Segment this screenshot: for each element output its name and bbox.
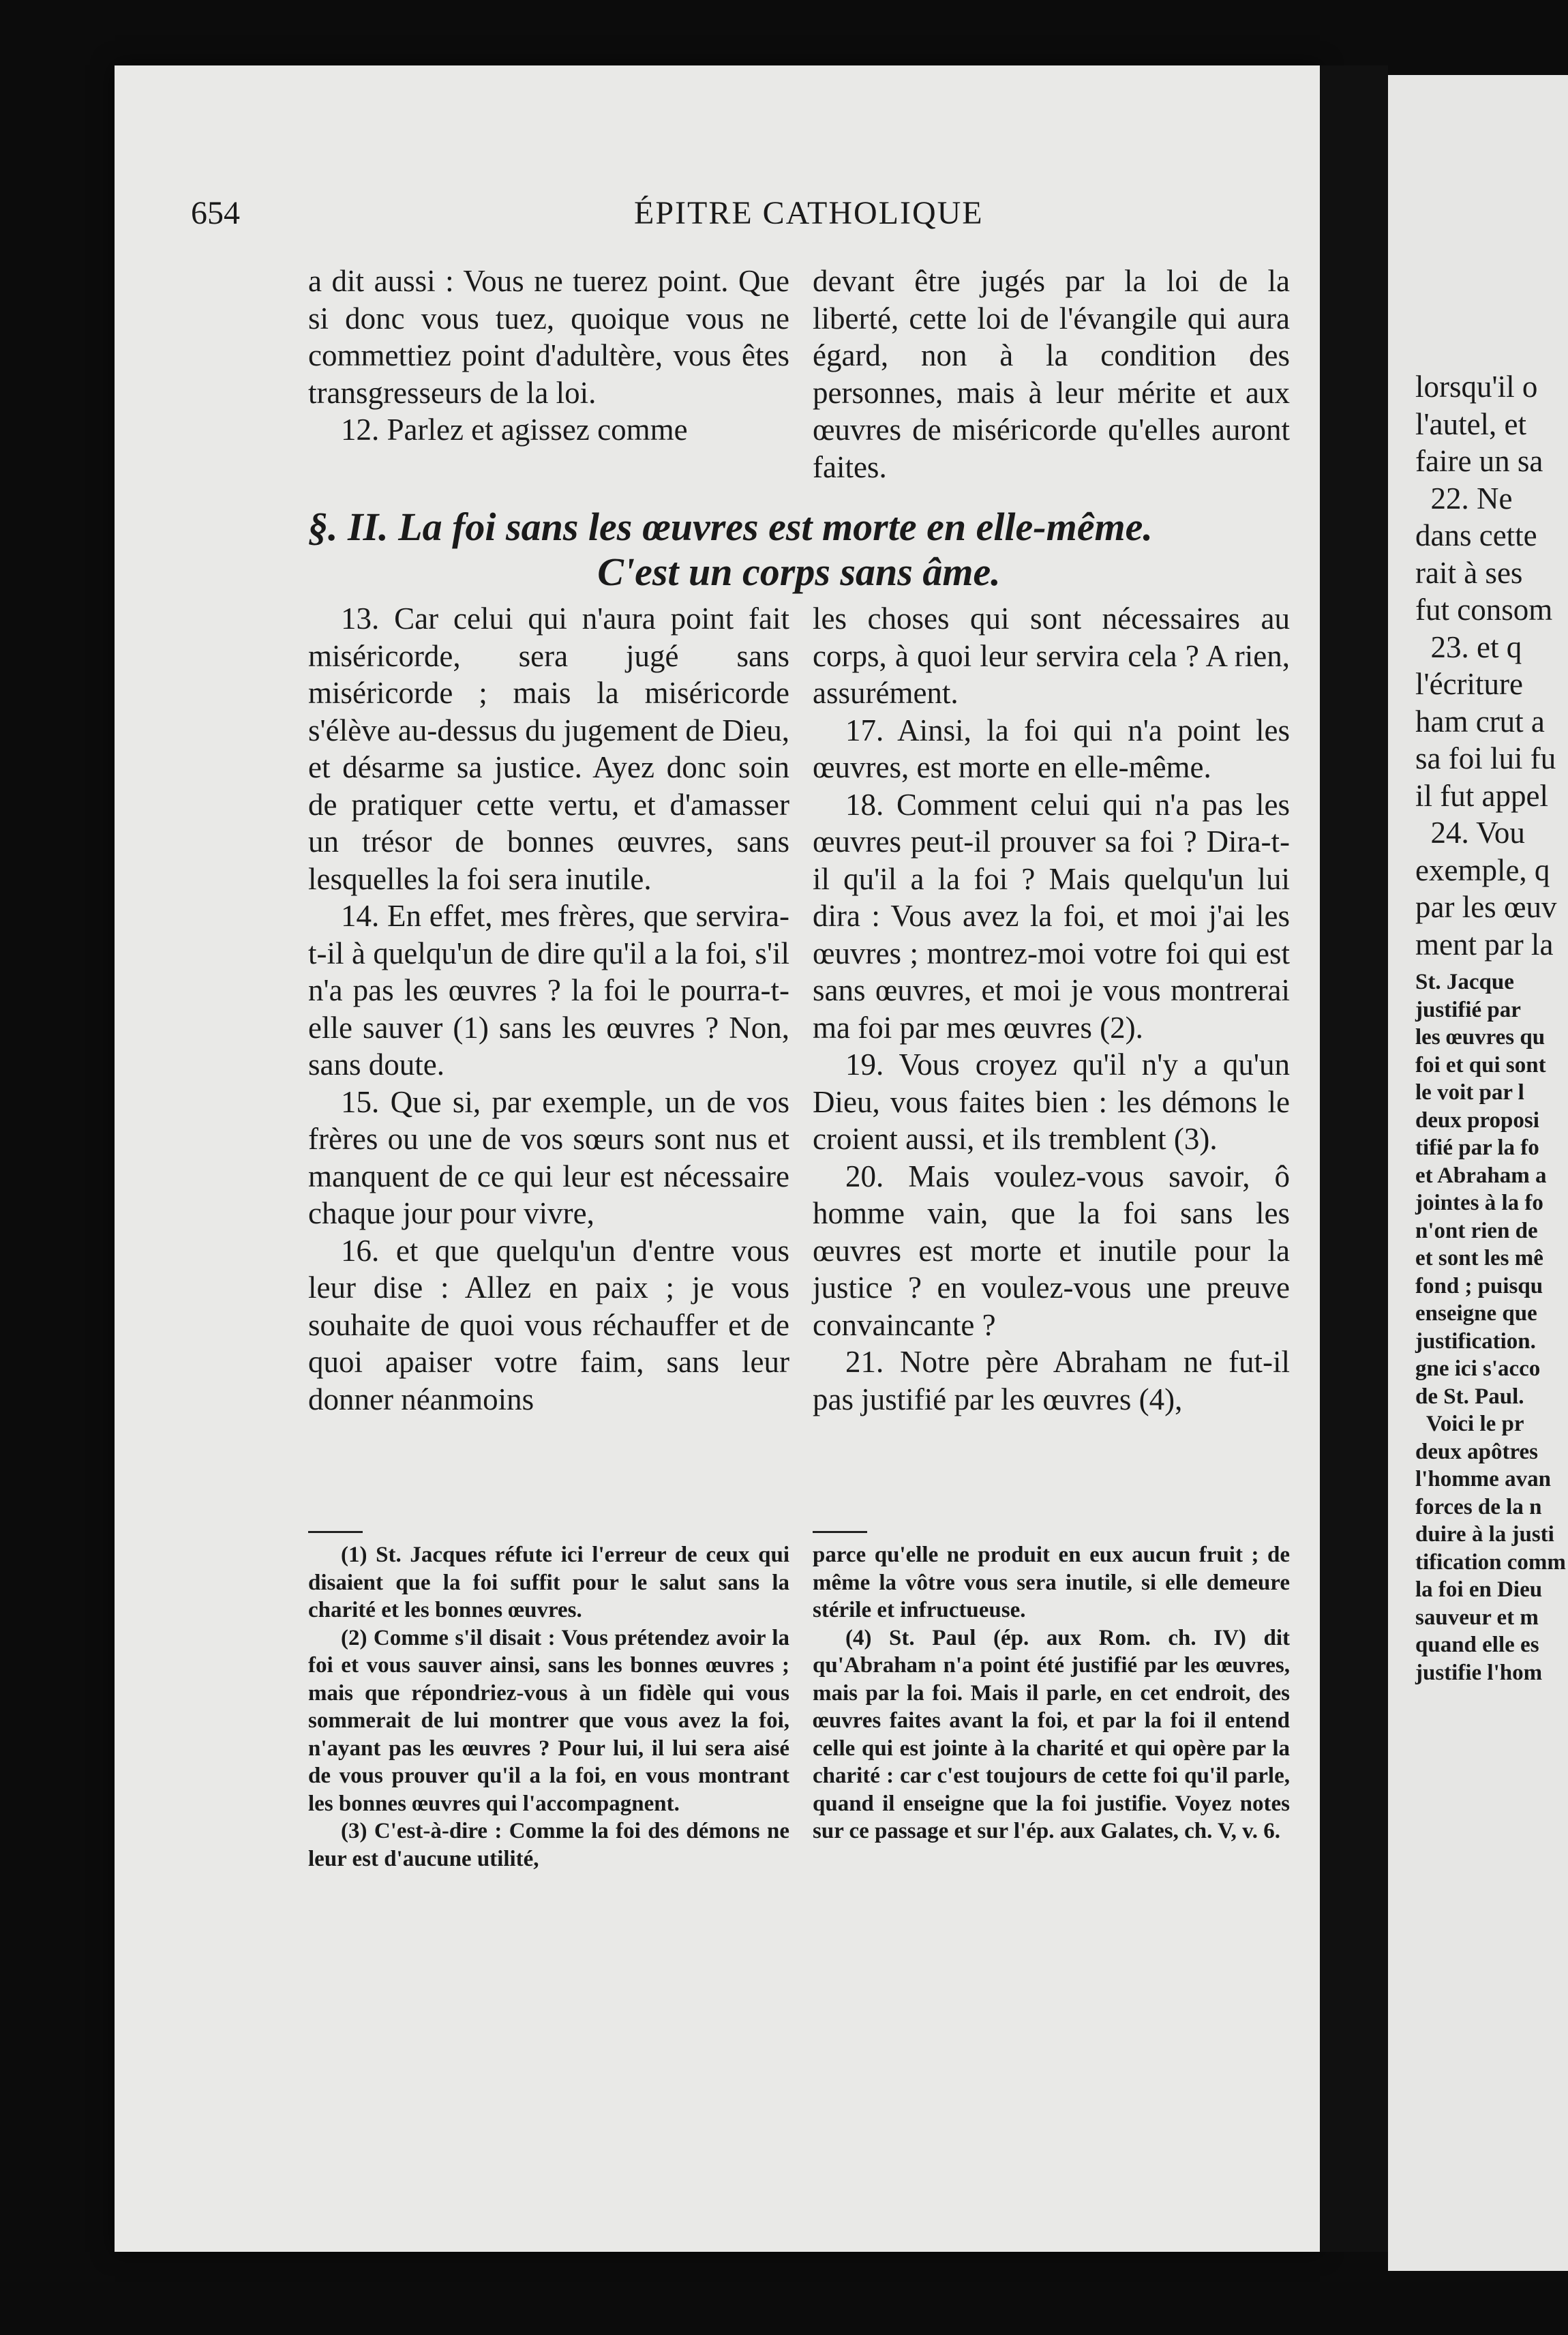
top-right-column — [813, 263, 1290, 486]
section-heading-line-2: C'est un corps sans âme. — [597, 550, 1001, 594]
page-number: 654 — [191, 195, 240, 231]
left-column — [308, 600, 789, 1418]
next-page-notes: St. Jacque justifié par les œuvres qu foi et qui sont le voit par l deux proposi tifié par la fo et Abraham a jointes à la fo n'ont rien de et sont les mê fond ; puisqu enseigne que justification. gne ici s'acco de St. Paul. Voici le pr deux apôtres l'homme avan forces de la n duire à la justi tification comm la foi en Dieu sauveur et m quand elle es justifie l'hom — [1415, 970, 1566, 1685]
footnote-3: (3) C'est-à-dire : Comme la foi des démons ne leur est d'aucune utilité, — [308, 1819, 789, 1871]
verse-20: 20. Mais voulez-vous savoir, ô homme vain, que la foi sans les œuvres est morte et inutile pour la justice ? en voulez-vous une preuve convaincante ? — [813, 1159, 1290, 1342]
footnote-1: (1) St. Jacques réfute ici l'erreur de ceux qui disaient que la foi suffit pour le salut sans la charité et les bonnes œuvres. — [308, 1543, 789, 1622]
verse-17: 17. Ainsi, la foi qui n'a point les œuvres, est morte en elle-même. — [813, 713, 1290, 784]
page-header — [191, 194, 1043, 242]
next-page-edge — [1388, 75, 1568, 2271]
page-gutter — [1320, 65, 1388, 2252]
verse-21: 21. Notre père Abraham ne fut-il pas justifié par les œuvres (4), — [813, 1345, 1290, 1416]
verse-19: 19. Vous croyez qu'il n'y a qu'un Dieu, vous faites bien : les démons le croient aussi, et ils tremblent (3). — [813, 1047, 1290, 1156]
section-heading — [308, 505, 1290, 595]
footnotes-right — [813, 1541, 1290, 1845]
section-heading-line-1: §. II. La foi sans les œuvres est morte en elle-même. — [308, 505, 1153, 549]
footnote-rule-left — [308, 1531, 363, 1533]
footnote-3-end: parce qu'elle ne produit en eux aucun fruit ; de même la vôtre vous sera inutile, si elle demeure stérile et infructueuse. — [813, 1543, 1290, 1622]
footnote-4: (4) St. Paul (ép. aux Rom. ch. IV) dit qu'Abraham n'a point été justifié par les œuvres, mais par la foi. Mais il parle, en cet endroit, des œuvres faites avant la foi, et par la foi il entend celle qui est jointe à la charité et qui opère par la charité : car c'est toujours de cette foi qu'il parle, quand il enseigne que la foi justifie. Voyez notes sur ce passage et sur l'ép. aux Galates, ch. V, v. 6. — [813, 1625, 1290, 1843]
verse-13: 13. Car celui qui n'aura point fait miséricorde, sera jugé sans miséricorde ; mais la miséricorde s'élève au-dessus du jugement de Dieu, et désarme sa justice. Ayez donc soin de pratiquer cette vertu, et d'amasser un trésor de bonnes œuvres, sans lesquelles la foi sera inutile. — [308, 601, 789, 896]
verse-16: 16. et que quelqu'un d'entre vous leur dise : Allez en paix ; je vous souhaite de quoi vous réchauffer et de quoi apaiser votre faim, sans leur donner néanmoins — [308, 1233, 789, 1416]
verse-12-start: 12. Parlez et agissez comme — [341, 413, 688, 447]
right-column — [813, 600, 1290, 1418]
verse-12-end: devant être jugés par la loi de la liberté, cette loi de l'évangile qui aura égard, non à la condition des personnes, mais à leur mérite et aux œuvres de miséricorde qu'elles auront faites. — [813, 264, 1290, 484]
verse-16-end: les choses qui sont nécessaires au corps, à quoi leur servira cela ? A rien, assurément. — [813, 601, 1290, 710]
verse-14: 14. En effet, mes frères, que servira-t-il à quelqu'un de dire qu'il a la foi, s'il n'a pas les œuvres ? la foi le pourra-t-elle sauver (1) sans les œuvres ? Non, sans doute. — [308, 899, 789, 1082]
next-page-text: lorsqu'il o l'autel, et faire un sa 22. Ne dans cette rait à ses fut consom 23. et q l'écriture ham crut a sa foi lui fu il fut appel 24. Vou exemple, q par les œuv ment par la — [1415, 370, 1557, 962]
footnotes-left — [308, 1541, 789, 1873]
footnote-rule-right — [813, 1531, 867, 1533]
verse-11-end: a dit aussi : Vous ne tuerez point. Que si donc vous tuez, quoique vous ne commettiez point d'adultère, vous êtes transgresseurs de la loi. — [308, 264, 789, 410]
footnote-2: (2) Comme s'il disait : Vous prétendez avoir la foi et vous sauver ainsi, sans les bonnes œuvres ; mais que répondriez-vous à un fidèle qui vous sommerait de lui montrer que vous avez la foi, n'ayant pas les œuvres ? Pour lui, il lui sera aisé de vous prouver qu'il a la foi, en vous montrant les bonnes œuvres qui l'accompagnent. — [308, 1625, 789, 1816]
running-title: ÉPITRE CATHOLIQUE — [634, 195, 984, 231]
top-left-column — [308, 263, 789, 449]
verse-15: 15. Que si, par exemple, un de vos frères ou une de vos sœurs sont nus et manquent de ce qui leur est nécessaire chaque jour pour vivre, — [308, 1084, 789, 1230]
verse-18: 18. Comment celui qui n'a pas les œuvres peut-il prouver sa foi ? Dira-t-il qu'il a la foi ? Mais quelqu'un lui dira : Vous avez la foi, et moi j'ai les œuvres ; montrez-moi votre foi qui est sans œuvres, et moi je vous montrerai ma foi par mes œuvres (2). — [813, 787, 1290, 1045]
